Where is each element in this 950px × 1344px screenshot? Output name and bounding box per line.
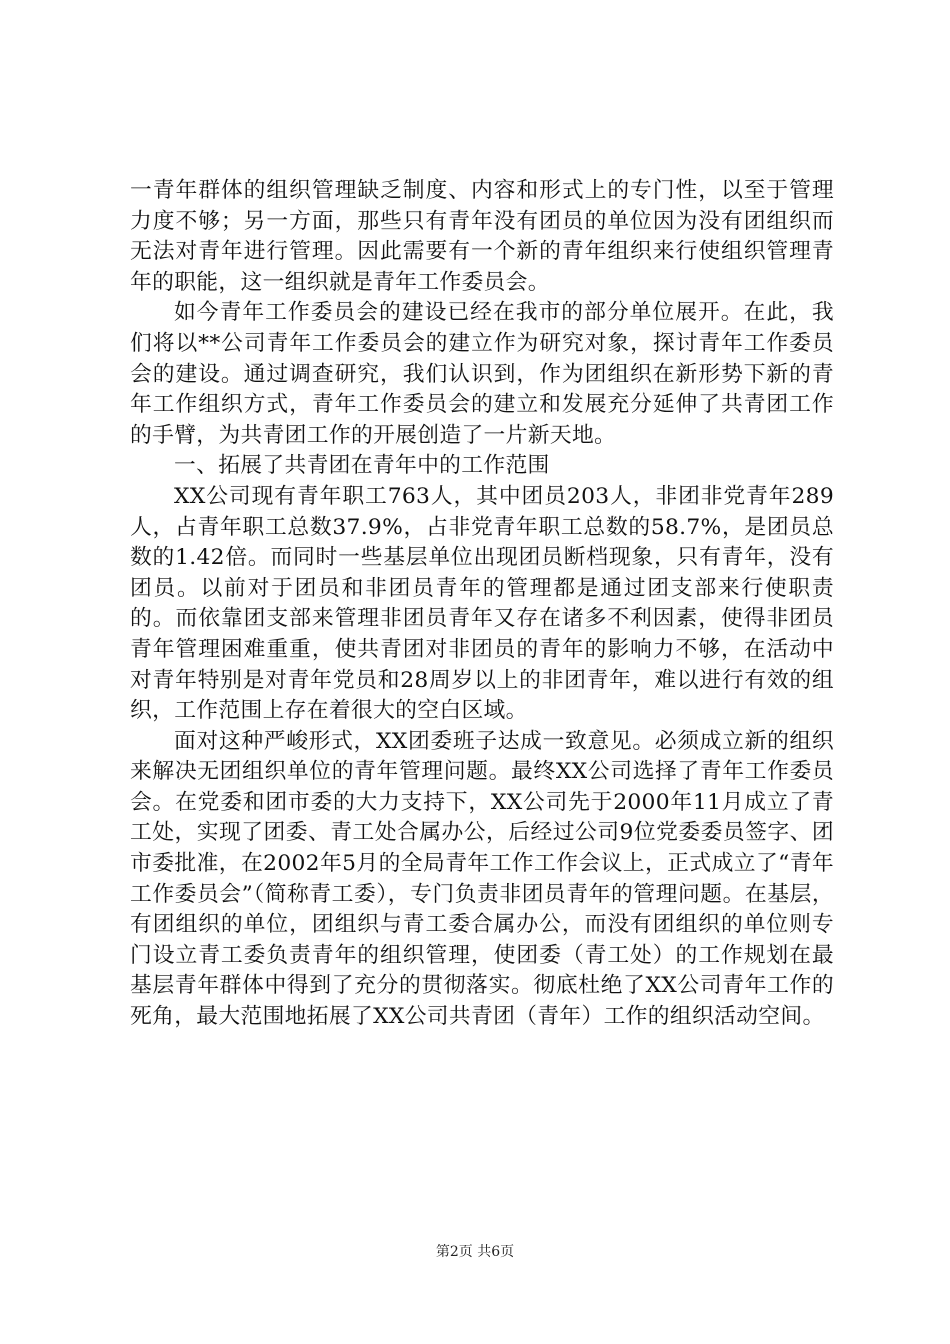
paragraph-establishment: 面对这种严峻形式，XX团委班子达成一致意见。必须成立新的组织来解决无团组织单位的青年管理问题。最终XX公司选择了青年工作委员会。在党委和团市委的大力支持下，XX公司先于2000年11月成立了青工处，实现了团委、青工处合属办公，后经过公司9位党委委员签字、团市委批准，在2002年5月的全局青年工作工作会议上，正式成立了“青年工作委员会”（简称青工委），专门负责非团员青年的管理问题。在基层，有团组织的单位，团组织与青工委合属办公，而没有团组织的单位则专门设立青工委负责青年的组织管理，使团委（青工处）的工作规划在最基层青年群体中得到了充分的贯彻落实。彻底杜绝了XX公司青年工作的死角，最大范围地拓展了XX公司共青团（青年）工作的组织活动空间。: [130, 728, 834, 1030]
document-body: [130, 176, 834, 1033]
paragraph-continuation: 一青年群体的组织管理缺乏制度、内容和形式上的专门性，以至于管理力度不够；另一方面，那些只有青年没有团员的单位因为没有团组织而无法对青年进行管理。因此需要有一个新的青年组织来行使组织管理青年的职能，这一组织就是青年工作委员会。: [130, 178, 834, 295]
paragraph-intro: 如今青年工作委员会的建设已经在我市的部分单位展开。在此，我们将以**公司青年工作委员会的建立作为研究对象，探讨青年工作委员会的建设。通过调查研究，我们认识到，作为团组织在新形势下新的青年工作组织方式，青年工作委员会的建立和发展充分延伸了共青团工作的手臂，为共青团工作的开展创造了一片新天地。: [130, 300, 834, 448]
paragraph-statistics: XX公司现有青年职工763人，其中团员203人，非团非党青年289人，占青年职工总数37.9%，占非党青年职工总数的58.7%，是团员总数的1.42倍。而同时一些基层单位出现团员断档现象，只有青年，没有团员。以前对于团员和非团员青年的管理都是通过团支部来行使职责的。而依靠团支部来管理非团员青年又存在诸多不利因素，使得非团员青年管理困难重重，使共青团对非团员的青年的影响力不够，在活动中对青年特别是对青年党员和28周岁以上的非团青年，难以进行有效的组织，工作范围上存在着很大的空白区域。: [130, 483, 834, 724]
page-number-footer: 第2页 共6页: [435, 1244, 515, 1260]
section-heading: 一、拓展了共青团在青年中的工作范围: [174, 453, 550, 479]
